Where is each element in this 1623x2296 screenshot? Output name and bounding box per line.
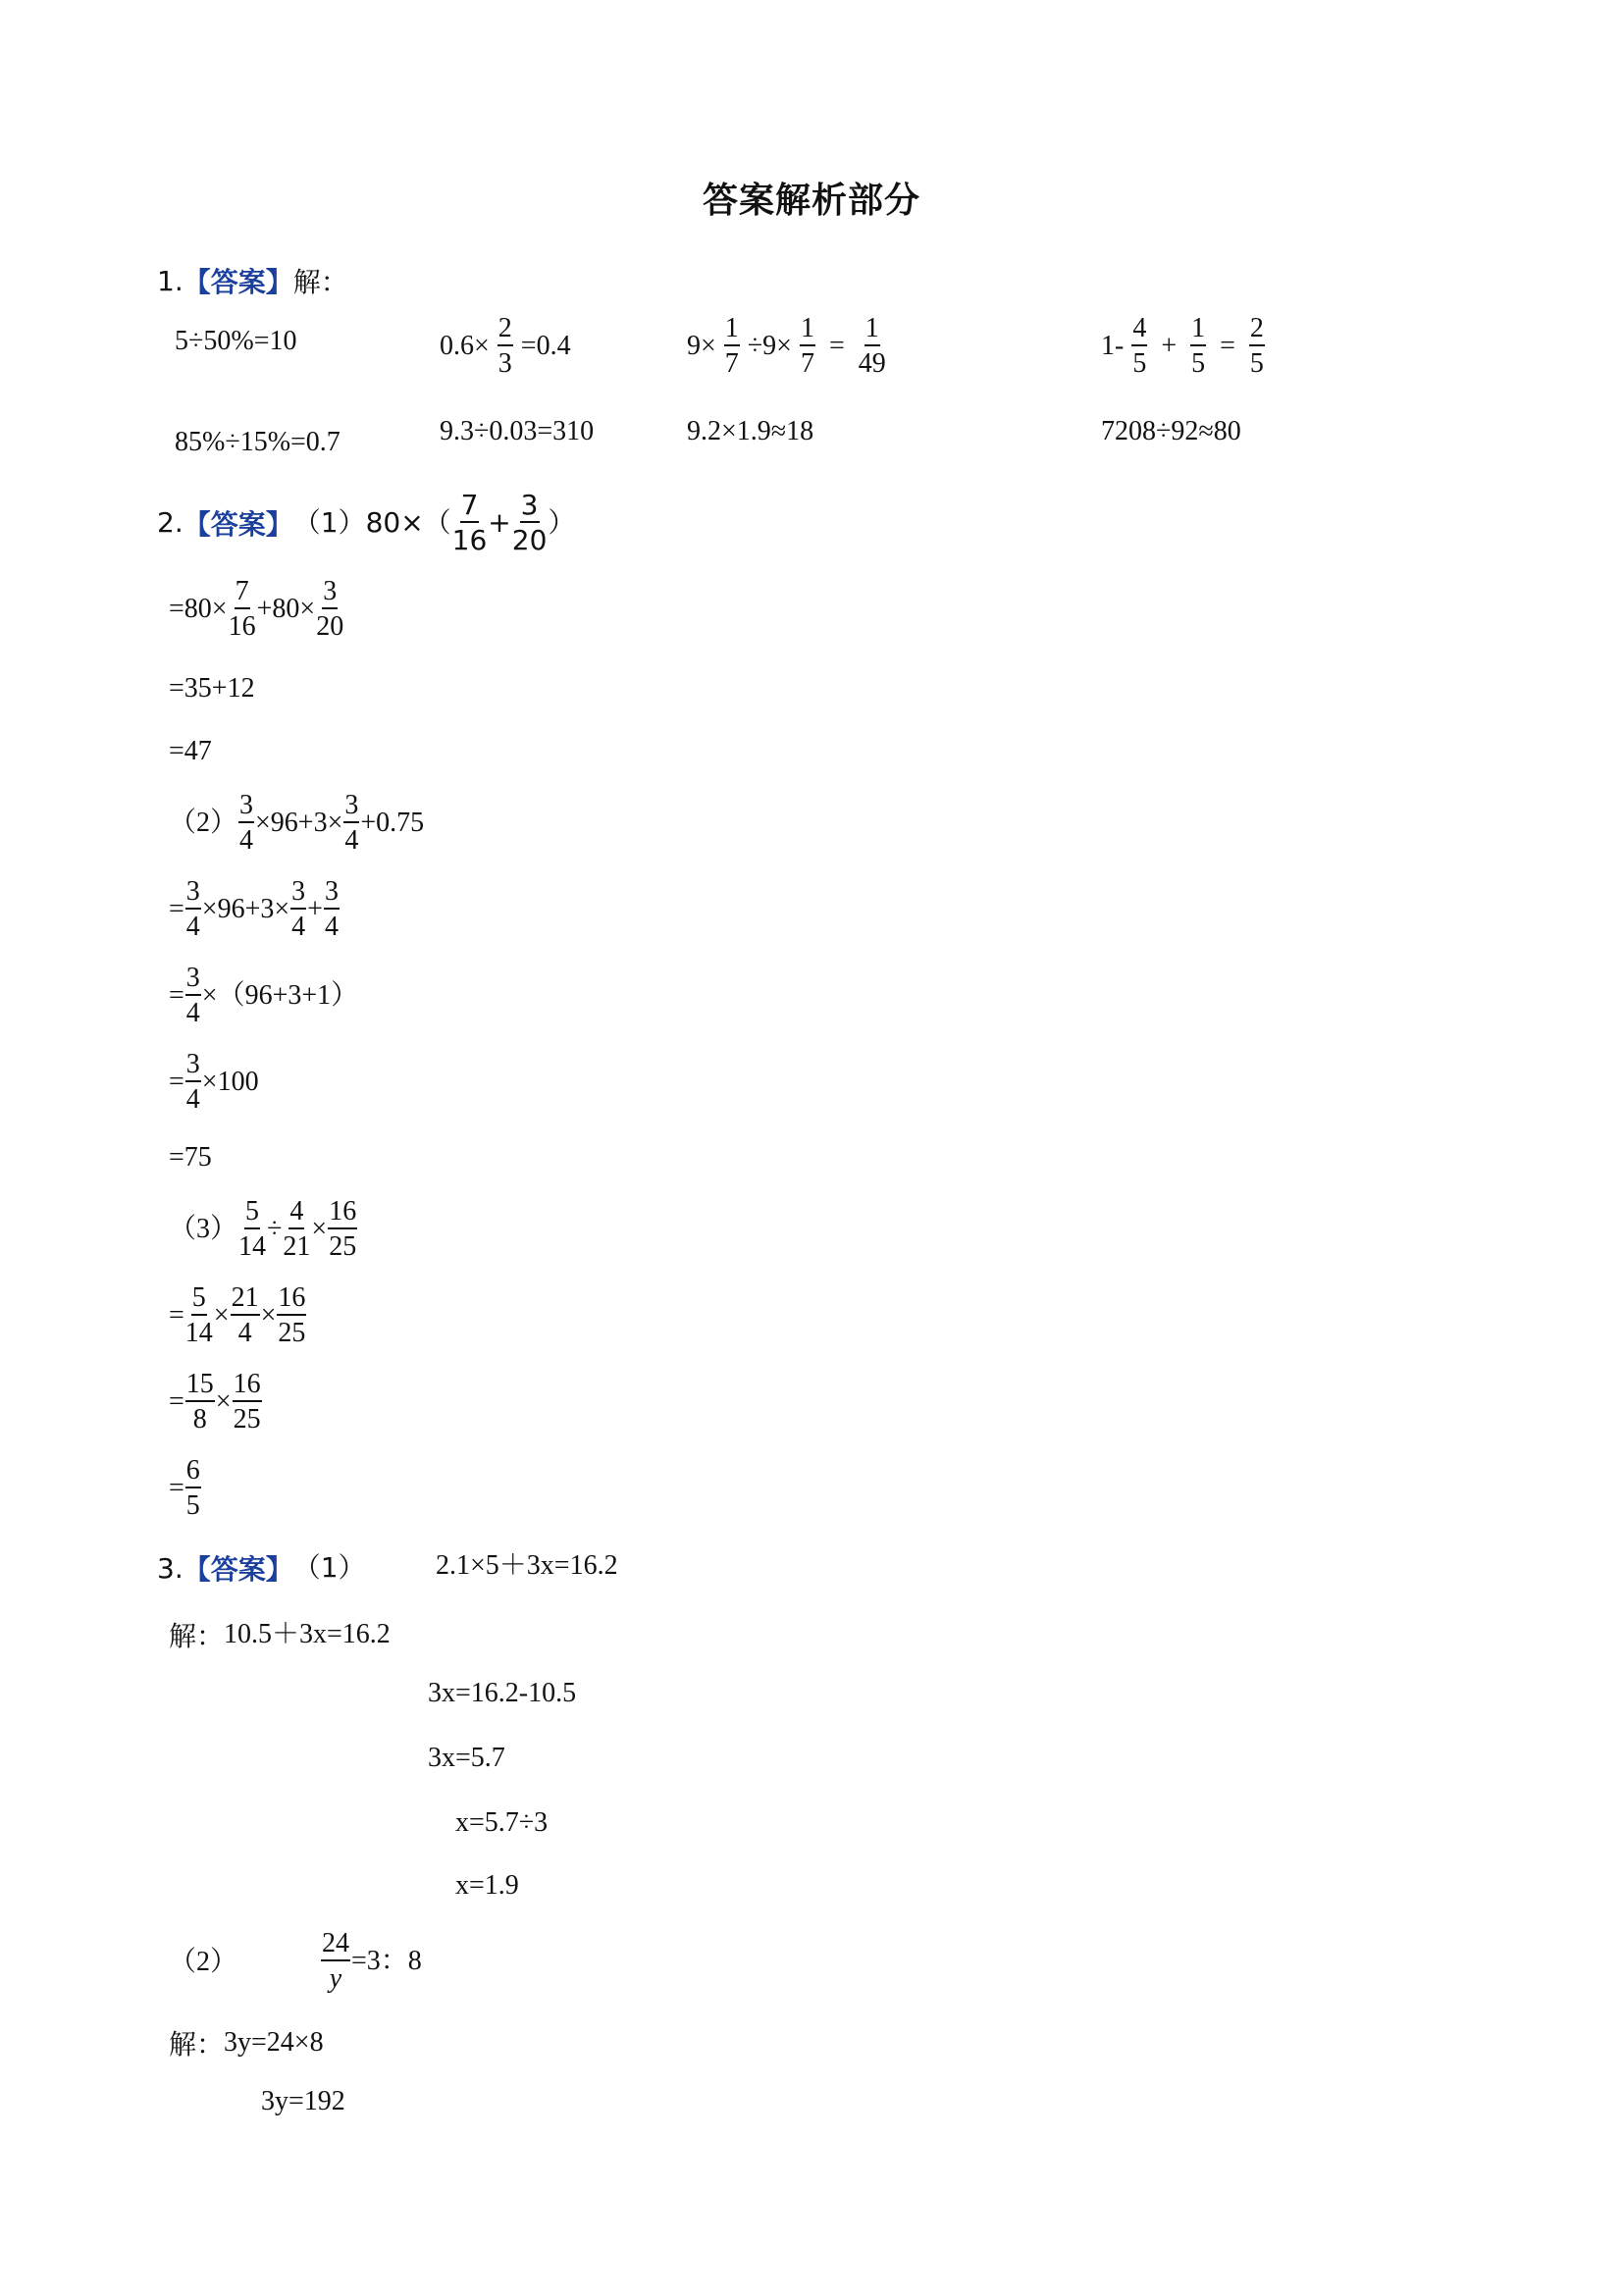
fraction: $\frac{7}{16}$ [451, 489, 488, 557]
q1-expr-3: 9× $\frac{1}{7}$ ÷9× $\frac{1}{7}$ = $\frac{1}{49}$ [687, 313, 886, 380]
q3-p2-equation: $\frac{24}{y}$ =3：8 [322, 1928, 422, 1995]
fraction: $\frac{5}{14}$ [238, 1196, 267, 1263]
q1-heading [157, 261, 348, 300]
q3-answer-tag: 【答案】 [183, 1553, 293, 1586]
q1-expr-8: 7208÷92≈80 [1101, 416, 1241, 446]
fraction: $\frac{3}{20}$ [316, 576, 344, 643]
q2-p2-step-2: = $\frac{3}{4}$ ×（96+3+1） [169, 963, 359, 1029]
q2-heading: 2. 【答案】 （1） 80×（ $\frac{7}{16}$ + $\frac{3}{20}$ ） [157, 489, 576, 557]
fraction: $\frac{3}{4}$ [291, 876, 306, 943]
q1-expr-4: 1- $\frac{4}{5}$ + $\frac{1}{5}$ = $\frac{2}{5}$ [1101, 313, 1264, 380]
fraction: $\frac{24}{y}$ [322, 1928, 349, 1995]
q3-step-2: 3x=5.7 [428, 1743, 505, 1773]
fraction: $\frac{6}{5}$ [185, 1455, 200, 1522]
fraction: $\frac{3}{4}$ [324, 876, 339, 943]
q3-solution-line: 解： 10.5＋3x=16.2 [169, 1619, 391, 1652]
fraction: $\frac{2}{3}$ [497, 313, 512, 380]
fraction: $\frac{21}{4}$ [231, 1282, 259, 1349]
fraction: $\frac{3}{4}$ [344, 790, 359, 857]
fraction: $\frac{4}{21}$ [283, 1196, 311, 1263]
q1-expr-6: 9.3÷0.03=310 [440, 416, 595, 446]
q3-number: 3. [157, 1551, 183, 1585]
fraction: $\frac{3}{4}$ [185, 876, 200, 943]
fraction: $\frac{16}{25}$ [329, 1196, 357, 1263]
q3-p1-equation: 2.1×5＋3x=16.2 [436, 1550, 618, 1581]
fraction: $\frac{1}{49}$ [858, 313, 886, 380]
fraction: $\frac{2}{5}$ [1249, 313, 1264, 380]
q2-p2-step-3: = $\frac{3}{4}$ ×100 [169, 1049, 259, 1116]
fraction: $\frac{3}{4}$ [185, 963, 200, 1029]
q3-heading: 3. 【答案】 （1） [157, 1548, 366, 1588]
q2-p1-step-2: =35+12 [169, 673, 255, 704]
q2-p1-step-1: =80× $\frac{7}{16}$ +80× $\frac{3}{20}$ [169, 576, 344, 643]
q2-p2-problem: （2） $\frac{3}{4}$ ×96+3× $\frac{3}{4}$ +0.75 [169, 790, 425, 857]
fraction: $\frac{16}{25}$ [233, 1369, 261, 1435]
q1-answer-tag: 【答案】 [183, 266, 293, 298]
fraction: $\frac{3}{4}$ [239, 790, 254, 857]
q2-p3-step-3: = $\frac{6}{5}$ [169, 1455, 200, 1522]
q2-p2-step-1: = $\frac{3}{4}$ ×96+3× $\frac{3}{4}$ + $\frac{3}{4}$ [169, 876, 339, 943]
fraction: $\frac{1}{7}$ [724, 313, 739, 380]
fraction: $\frac{3}{4}$ [185, 1049, 200, 1116]
fraction: $\frac{15}{8}$ [185, 1369, 214, 1435]
q2-answer-tag: 【答案】 [183, 507, 293, 541]
q3-step-1: 3x=16.2-10.5 [428, 1678, 577, 1708]
q1-number: 1. [157, 264, 183, 297]
q2-p2-step-4: =75 [169, 1142, 212, 1173]
page-title: 答案解析部分 [702, 181, 920, 221]
q2-p3-step-1: = $\frac{5}{14}$ × $\frac{21}{4}$ × $\frac{16}{25}$ [169, 1282, 306, 1349]
q3-step-3: x=5.7÷3 [455, 1807, 549, 1838]
q3-p2-label: （2） [169, 1947, 238, 1977]
fraction: $\frac{4}{5}$ [1132, 313, 1147, 380]
fraction: $\frac{3}{20}$ [511, 489, 548, 557]
q3-p2-solution-line: 解： 3y=24×8 [169, 2027, 324, 2061]
q3-step-4: x=1.9 [455, 1870, 519, 1901]
q1-expr-7: 9.2×1.9≈18 [687, 416, 814, 446]
fraction: $\frac{5}{14}$ [184, 1282, 213, 1349]
q1-expr-5: 85%÷15%=0.7 [175, 427, 340, 457]
q2-p3-problem: （3） $\frac{5}{14}$ ÷ $\frac{4}{21}$ × $\frac{16}{25}$ [169, 1196, 357, 1263]
q2-number: 2. [157, 506, 183, 540]
q2-p3-step-2: = $\frac{15}{8}$ × $\frac{16}{25}$ [169, 1369, 261, 1435]
fraction: $\frac{16}{25}$ [278, 1282, 306, 1349]
fraction: $\frac{1}{7}$ [800, 313, 814, 380]
q1-expr-1: 5÷50%=10 [175, 326, 297, 356]
fraction: $\frac{7}{16}$ [228, 576, 256, 643]
q2-p1-step-3: =47 [169, 736, 212, 766]
q3-p2-step-1: 3y=192 [261, 2086, 345, 2116]
q1-expr-2: 0.6× $\frac{2}{3}$ =0.4 [440, 313, 571, 380]
q1-intro: 解： [292, 266, 348, 298]
fraction: $\frac{1}{5}$ [1191, 313, 1206, 380]
